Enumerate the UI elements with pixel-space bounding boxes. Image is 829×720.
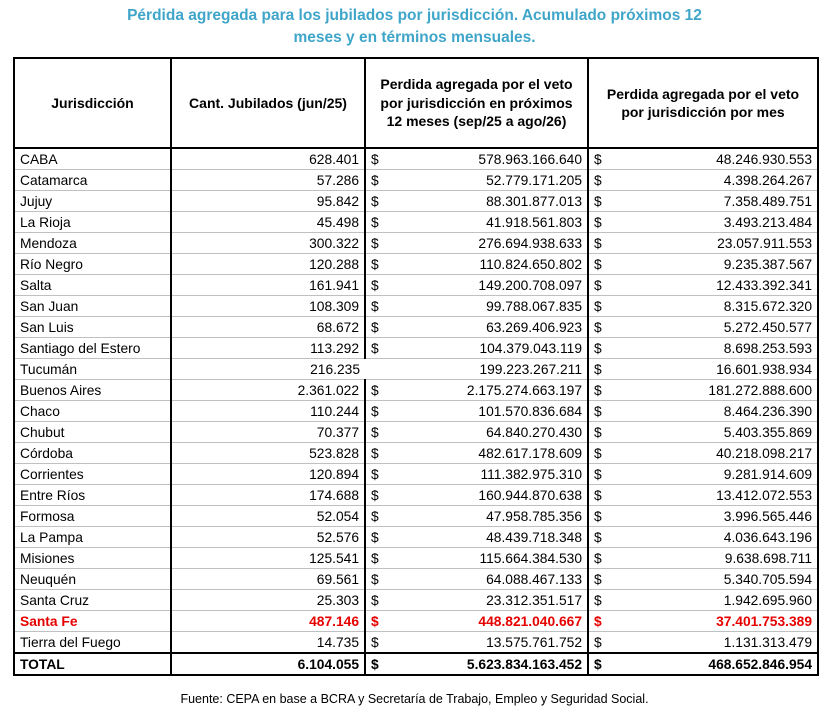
table-row — [14, 233, 818, 254]
currency-symbol-mes: $ — [594, 613, 602, 629]
jurisdiction-label: Misiones — [20, 550, 75, 566]
jurisdiction-label: Jujuy — [20, 193, 53, 209]
currency-symbol-mes: $ — [594, 550, 602, 566]
table-row — [14, 611, 818, 632]
currency-symbol-12m: $ — [371, 424, 379, 440]
table-row — [14, 485, 818, 506]
loss-12m-cell — [365, 212, 588, 233]
loss-mes-cell — [588, 401, 818, 422]
loss-mes-value: 1.942.695.960 — [723, 592, 812, 608]
jubilados-value: 45.498 — [316, 214, 359, 230]
jurisdiction-cell — [14, 359, 171, 380]
currency-symbol-12m: $ — [371, 656, 379, 672]
loss-12m-value: 48.439.718.348 — [486, 529, 582, 545]
jubilados-value: 628.401 — [309, 151, 359, 167]
jurisdiction-cell — [14, 296, 171, 317]
jurisdiction-cell — [14, 275, 171, 296]
jubilados-cell — [171, 422, 365, 443]
currency-symbol-12m: $ — [371, 256, 379, 272]
loss-12m-cell — [365, 148, 588, 170]
jurisdiction-cell — [14, 485, 171, 506]
loss-mes-cell — [588, 590, 818, 611]
loss-mes-value: 16.601.938.934 — [716, 361, 812, 377]
jurisdiction-cell — [14, 611, 171, 632]
loss-mes-cell — [588, 380, 818, 401]
currency-symbol-12m: $ — [371, 172, 379, 188]
jurisdiction-label: Buenos Aires — [20, 382, 102, 398]
jubilados-cell — [171, 191, 365, 212]
jubilados-cell — [171, 338, 365, 359]
loss-mes-value: 468.652.846.954 — [708, 656, 812, 672]
currency-symbol-mes: $ — [594, 151, 602, 167]
jubilados-value: 2.361.022 — [297, 382, 359, 398]
currency-symbol-12m: $ — [371, 193, 379, 209]
loss-12m-cell — [365, 191, 588, 212]
jubilados-value: 14.735 — [316, 634, 359, 650]
jubilados-cell — [171, 506, 365, 527]
loss-mes-value: 23.057.911.553 — [717, 235, 812, 251]
loss-12m-value: 2.175.274.663.197 — [466, 382, 582, 398]
loss-mes-cell — [588, 653, 818, 675]
loss-12m-value: 115.664.384.530 — [479, 550, 582, 566]
jubilados-value: 57.286 — [316, 172, 359, 188]
table-row — [14, 296, 818, 317]
table-row — [14, 632, 818, 654]
loss-12m-cell — [365, 380, 588, 401]
jurisdiction-cell — [14, 548, 171, 569]
currency-symbol-12m: $ — [371, 550, 379, 566]
loss-12m-value: 41.918.561.803 — [486, 214, 582, 230]
jurisdiction-label: Santa Cruz — [20, 592, 90, 608]
jubilados-value: 120.288 — [309, 256, 359, 272]
loss-12m-value: 88.301.877.013 — [486, 193, 582, 209]
loss-mes-value: 9.235.387.567 — [723, 256, 812, 272]
table-row — [14, 569, 818, 590]
jurisdiction-cell — [14, 590, 171, 611]
currency-symbol-12m: $ — [371, 613, 379, 629]
jubilados-value: 108.309 — [309, 298, 359, 314]
loss-12m-value: 482.617.178.609 — [478, 445, 582, 461]
loss-12m-cell — [365, 359, 588, 380]
loss-mes-value: 8.464.236.390 — [723, 403, 812, 419]
currency-symbol-12m: $ — [371, 151, 379, 167]
loss-12m-value: 160.944.870.638 — [478, 487, 582, 503]
currency-symbol-mes: $ — [594, 214, 602, 230]
loss-mes-cell — [588, 212, 818, 233]
table-row — [14, 212, 818, 233]
loss-12m-value: 5.623.834.163.452 — [466, 656, 582, 672]
currency-symbol-12m: $ — [371, 319, 379, 335]
jurisdiction-label: Tucumán — [20, 361, 77, 377]
table-row — [14, 380, 818, 401]
loss-12m-value: 149.200.708.097 — [478, 277, 582, 293]
jubilados-cell — [171, 632, 365, 654]
loss-12m-cell — [365, 170, 588, 191]
jurisdiction-label: Río Negro — [20, 256, 83, 272]
currency-symbol-mes: $ — [594, 424, 602, 440]
loss-12m-cell — [365, 611, 588, 632]
currency-symbol-mes: $ — [594, 634, 602, 650]
table-row — [14, 506, 818, 527]
column-header-jurisdiccion: Jurisdicción — [14, 58, 171, 148]
currency-symbol-mes: $ — [594, 361, 602, 377]
currency-symbol-12m: $ — [371, 634, 379, 650]
loss-12m-value: 64.088.467.133 — [486, 571, 582, 587]
currency-symbol-mes: $ — [594, 529, 602, 545]
jurisdiction-label: CABA — [20, 151, 58, 167]
jubilados-cell — [171, 359, 365, 380]
loss-12m-cell — [365, 464, 588, 485]
jurisdiction-cell — [14, 317, 171, 338]
loss-mes-cell — [588, 359, 818, 380]
loss-mes-value: 8.698.253.593 — [723, 340, 812, 356]
currency-symbol-12m: $ — [371, 487, 379, 503]
loss-12m-value: 101.570.836.684 — [478, 403, 582, 419]
loss-mes-value: 12.433.392.341 — [716, 277, 812, 293]
loss-12m-value: 99.788.067.835 — [486, 298, 582, 314]
currency-symbol-12m: $ — [371, 529, 379, 545]
jurisdiction-label: Chubut — [20, 424, 65, 440]
loss-mes-value: 1.131.313.479 — [723, 634, 812, 650]
jurisdiction-cell — [14, 212, 171, 233]
loss-mes-cell — [588, 422, 818, 443]
loss-12m-value: 448.821.040.667 — [478, 613, 582, 629]
currency-symbol-mes: $ — [594, 382, 602, 398]
loss-mes-cell — [588, 464, 818, 485]
loss-12m-value: 13.575.761.752 — [486, 634, 582, 650]
table-row — [14, 338, 818, 359]
currency-symbol-mes: $ — [594, 656, 602, 672]
jubilados-value: 300.322 — [309, 235, 359, 251]
loss-mes-cell — [588, 632, 818, 654]
jubilados-value: 69.561 — [316, 571, 359, 587]
jubilados-value: 120.894 — [309, 466, 359, 482]
jubilados-cell — [171, 401, 365, 422]
source-note: Fuente: CEPA en base a BCRA y Secretaría de Trabajo, Empleo y Seguridad Social. — [180, 692, 649, 706]
jurisdiction-label: Santa Fe — [20, 613, 78, 629]
title-line-2: meses y en términos mensuales. — [293, 29, 536, 46]
jurisdiction-cell — [14, 506, 171, 527]
loss-12m-value: 111.382.975.310 — [480, 466, 582, 482]
currency-symbol-12m: $ — [371, 508, 379, 524]
loss-mes-cell — [588, 233, 818, 254]
table-row — [14, 275, 818, 296]
loss-mes-cell — [588, 506, 818, 527]
table-row — [14, 443, 818, 464]
table-row — [14, 254, 818, 275]
jurisdiction-cell — [14, 464, 171, 485]
jubilados-value: 25.303 — [316, 592, 359, 608]
column-header-perdida-por-mes: Perdida agregada por el veto por jurisdicción por mes — [588, 58, 818, 148]
loss-12m-cell — [365, 443, 588, 464]
loss-mes-value: 3.493.213.484 — [723, 214, 812, 230]
currency-symbol-mes: $ — [594, 403, 602, 419]
jurisdiction-cell — [14, 380, 171, 401]
header-row — [14, 58, 818, 148]
jubilados-cell — [171, 254, 365, 275]
table-row — [14, 359, 818, 380]
loss-12m-cell — [365, 569, 588, 590]
column-header-perdida-12-meses: Perdida agregada por el veto por jurisdicción en próximos 12 meses (sep/25 a ago/26) — [365, 58, 588, 148]
jubilados-cell — [171, 212, 365, 233]
jubilados-cell — [171, 548, 365, 569]
jubilados-value: 174.688 — [309, 487, 359, 503]
loss-12m-value: 47.958.785.356 — [486, 508, 582, 524]
loss-12m-value: 63.269.406.923 — [486, 319, 582, 335]
currency-symbol-12m: $ — [371, 403, 379, 419]
currency-symbol-mes: $ — [594, 592, 602, 608]
jubilados-value: 68.672 — [316, 319, 359, 335]
title-line-1: Pérdida agregada para los jubilados por jurisdicción. Acumulado próximos 12 — [127, 7, 702, 24]
loss-mes-value: 48.246.930.553 — [716, 151, 812, 167]
currency-symbol-12m: $ — [371, 592, 379, 608]
jurisdiction-cell — [14, 148, 171, 170]
jurisdiction-label: Córdoba — [20, 445, 73, 461]
loss-12m-cell — [365, 590, 588, 611]
table-row — [14, 317, 818, 338]
currency-symbol-12m: $ — [371, 214, 379, 230]
loss-12m-cell — [365, 632, 588, 654]
loss-mes-value: 4.036.643.196 — [723, 529, 812, 545]
loss-mes-cell — [588, 338, 818, 359]
loss-mes-cell — [588, 548, 818, 569]
table-row — [14, 191, 818, 212]
loss-12m-cell — [365, 422, 588, 443]
jurisdiction-cell — [14, 170, 171, 191]
loss-12m-cell — [365, 548, 588, 569]
currency-symbol-mes: $ — [594, 466, 602, 482]
loss-12m-value: 110.824.650.802 — [479, 256, 582, 272]
table-body — [14, 148, 818, 675]
loss-12m-value: 64.840.270.430 — [486, 424, 582, 440]
jubilados-cell — [171, 485, 365, 506]
loss-mes-cell — [588, 296, 818, 317]
jubilados-value: 113.292 — [310, 340, 359, 356]
currency-symbol-12m: $ — [371, 235, 379, 251]
currency-symbol-12m: $ — [371, 571, 379, 587]
jubilados-cell — [171, 296, 365, 317]
jubilados-value: 95.842 — [316, 193, 359, 209]
data-table — [13, 57, 819, 676]
loss-mes-value: 9.638.698.711 — [724, 550, 812, 566]
table-row — [14, 148, 818, 170]
loss-mes-value: 3.996.565.446 — [723, 508, 812, 524]
loss-12m-cell — [365, 485, 588, 506]
currency-symbol-mes: $ — [594, 235, 602, 251]
jubilados-cell — [171, 233, 365, 254]
loss-mes-cell — [588, 148, 818, 170]
jubilados-value: 70.377 — [316, 424, 359, 440]
loss-mes-value: 9.281.914.609 — [723, 466, 812, 482]
table-row — [14, 464, 818, 485]
currency-symbol-12m: $ — [371, 340, 379, 356]
jubilados-value: 216.235 — [310, 361, 360, 377]
jubilados-cell — [171, 464, 365, 485]
jubilados-cell — [171, 170, 365, 191]
loss-12m-cell — [365, 338, 588, 359]
jurisdiction-label: Tierra del Fuego — [20, 634, 121, 650]
loss-mes-value: 8.315.672.320 — [723, 298, 812, 314]
jubilados-value: 125.541 — [309, 550, 359, 566]
jubilados-value: 523.828 — [309, 445, 359, 461]
jubilados-value: 487.146 — [309, 613, 359, 629]
jubilados-value: 161.941 — [309, 277, 359, 293]
table-row — [14, 653, 818, 675]
currency-symbol-12m: $ — [371, 277, 379, 293]
currency-symbol-12m: $ — [371, 298, 379, 314]
loss-12m-value: 199.223.267.211 — [479, 361, 582, 377]
loss-mes-value: 13.412.072.553 — [716, 487, 812, 503]
currency-symbol-mes: $ — [594, 319, 602, 335]
loss-12m-cell — [365, 296, 588, 317]
jurisdiction-cell — [14, 422, 171, 443]
loss-12m-value: 104.379.043.119 — [479, 340, 582, 356]
jubilados-cell — [171, 148, 365, 170]
loss-mes-cell — [588, 611, 818, 632]
jubilados-value: 110.244 — [310, 403, 359, 419]
jubilados-cell — [171, 590, 365, 611]
table-row — [14, 401, 818, 422]
loss-12m-value: 578.963.166.640 — [478, 151, 582, 167]
jurisdiction-cell — [14, 443, 171, 464]
currency-symbol-mes: $ — [594, 172, 602, 188]
jurisdiction-label: TOTAL — [20, 656, 65, 672]
jubilados-cell — [171, 611, 365, 632]
loss-12m-cell — [365, 275, 588, 296]
currency-symbol-mes: $ — [594, 508, 602, 524]
loss-mes-value: 181.272.888.600 — [708, 382, 812, 398]
loss-mes-value: 4.398.264.267 — [723, 172, 812, 188]
loss-mes-value: 5.403.355.869 — [723, 424, 812, 440]
jurisdiction-cell — [14, 191, 171, 212]
jurisdiction-label: Neuquén — [20, 571, 77, 587]
loss-mes-cell — [588, 191, 818, 212]
jubilados-cell — [171, 653, 365, 675]
jurisdiction-label: Salta — [20, 277, 52, 293]
jurisdiction-cell — [14, 233, 171, 254]
jurisdiction-cell — [14, 632, 171, 654]
currency-symbol-mes: $ — [594, 256, 602, 272]
jurisdiction-label: Corrientes — [20, 466, 84, 482]
currency-symbol-mes: $ — [594, 571, 602, 587]
loss-12m-cell — [365, 317, 588, 338]
loss-12m-cell — [365, 254, 588, 275]
jurisdiction-label: La Pampa — [20, 529, 83, 545]
table-row — [14, 422, 818, 443]
loss-mes-cell — [588, 569, 818, 590]
table-row — [14, 548, 818, 569]
loss-12m-cell — [365, 401, 588, 422]
loss-12m-cell — [365, 233, 588, 254]
currency-symbol-12m: $ — [371, 445, 379, 461]
jubilados-value: 52.576 — [316, 529, 359, 545]
loss-mes-cell — [588, 485, 818, 506]
loss-mes-cell — [588, 254, 818, 275]
loss-mes-cell — [588, 170, 818, 191]
loss-mes-cell — [588, 443, 818, 464]
currency-symbol-mes: $ — [594, 277, 602, 293]
jurisdiction-label: Catamarca — [20, 172, 88, 188]
jubilados-cell — [171, 380, 365, 401]
loss-mes-cell — [588, 527, 818, 548]
loss-mes-value: 5.340.705.594 — [723, 571, 812, 587]
loss-12m-cell — [365, 527, 588, 548]
jubilados-cell — [171, 317, 365, 338]
currency-symbol-mes: $ — [594, 445, 602, 461]
jurisdiction-label: La Rioja — [20, 214, 71, 230]
table-row — [14, 170, 818, 191]
loss-mes-value: 37.401.753.389 — [716, 613, 812, 629]
currency-symbol-12m: $ — [371, 382, 379, 398]
jurisdiction-label: Chaco — [20, 403, 60, 419]
jubilados-cell — [171, 569, 365, 590]
figure-title — [0, 5, 829, 49]
jubilados-cell — [171, 527, 365, 548]
jurisdiction-label: Entre Ríos — [20, 487, 86, 503]
jurisdiction-cell — [14, 653, 171, 675]
jubilados-cell — [171, 443, 365, 464]
jurisdiction-cell — [14, 569, 171, 590]
jurisdiction-label: San Juan — [20, 298, 79, 314]
jurisdiction-label: Santiago del Estero — [20, 340, 141, 356]
jubilados-cell — [171, 275, 365, 296]
jubilados-value: 52.054 — [316, 508, 359, 524]
loss-mes-value: 40.218.098.217 — [716, 445, 812, 461]
currency-symbol-mes: $ — [594, 487, 602, 503]
jurisdiction-cell — [14, 254, 171, 275]
jubilados-value: 6.104.055 — [297, 656, 359, 672]
loss-12m-cell — [365, 506, 588, 527]
loss-12m-value: 23.312.351.517 — [486, 592, 582, 608]
currency-symbol-mes: $ — [594, 340, 602, 356]
table-row — [14, 590, 818, 611]
currency-symbol-mes: $ — [594, 298, 602, 314]
loss-mes-value: 7.358.489.751 — [723, 193, 812, 209]
loss-12m-value: 52.779.171.205 — [486, 172, 582, 188]
currency-symbol-mes: $ — [594, 193, 602, 209]
loss-mes-cell — [588, 317, 818, 338]
loss-12m-cell — [365, 653, 588, 675]
loss-mes-value: 5.272.450.577 — [723, 319, 812, 335]
column-header-cant-jubilados: Cant. Jubilados (jun/25) — [171, 58, 365, 148]
jurisdiction-label: Mendoza — [20, 235, 77, 251]
jurisdiction-label: Formosa — [20, 508, 75, 524]
jurisdiction-label: San Luis — [20, 319, 74, 335]
jurisdiction-cell — [14, 527, 171, 548]
jurisdiction-cell — [14, 401, 171, 422]
loss-12m-value: 276.694.938.633 — [478, 235, 582, 251]
currency-symbol-12m: $ — [371, 466, 379, 482]
jurisdiction-cell — [14, 338, 171, 359]
table-row — [14, 527, 818, 548]
loss-mes-cell — [588, 275, 818, 296]
